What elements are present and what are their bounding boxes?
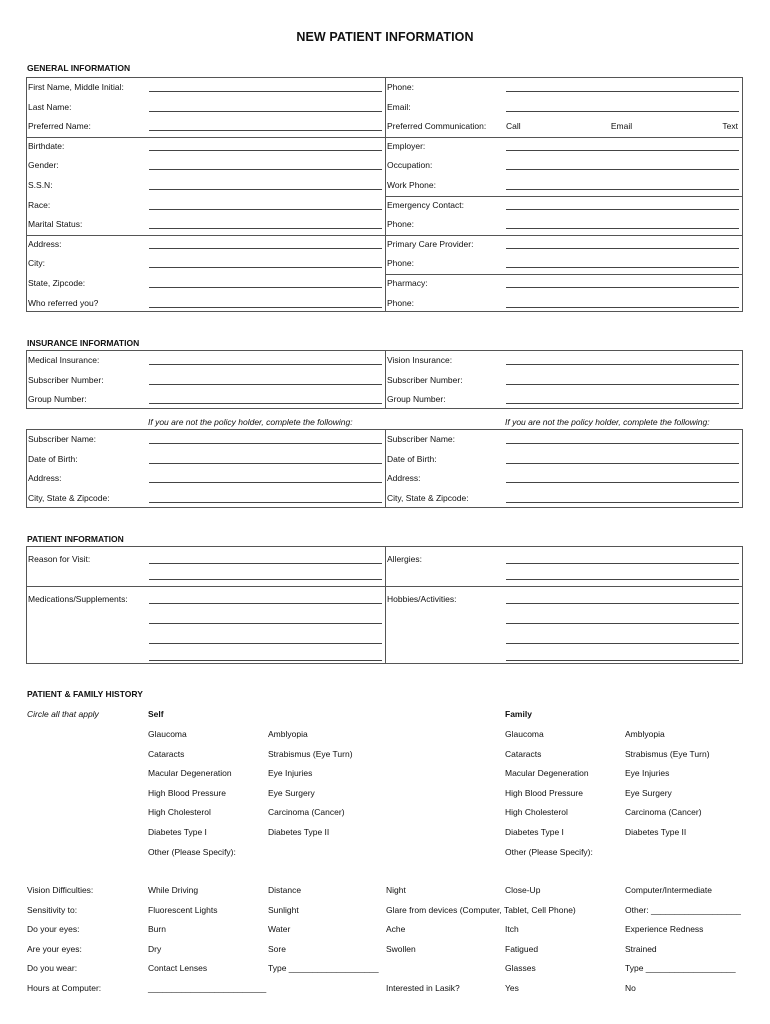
symptom-option[interactable]: Glare from devices (Computer, Tablet, Cell Phone) <box>386 904 576 915</box>
symptom-option[interactable]: No <box>625 983 636 993</box>
field-blank[interactable] <box>149 579 382 580</box>
history-option-self[interactable]: Strabismus (Eye Turn) <box>268 748 353 759</box>
field-label: Subscriber Name: <box>387 434 456 444</box>
field-label: Subscriber Number: <box>28 374 104 385</box>
section-heading-history: PATIENT & FAMILY HISTORY <box>27 689 143 699</box>
row-divider <box>27 235 385 236</box>
symptom-option[interactable]: Sore <box>268 943 286 954</box>
row-divider <box>27 586 742 587</box>
field-blank[interactable] <box>149 307 382 308</box>
symptom-option[interactable]: Contact Lenses <box>148 963 208 974</box>
history-option-family[interactable]: Diabetes Type II <box>625 827 687 837</box>
field-blank[interactable] <box>149 643 382 644</box>
field-blank[interactable] <box>149 502 382 503</box>
symptom-option[interactable]: Type ___________________ <box>268 963 379 974</box>
field-blank[interactable] <box>149 364 382 365</box>
history-option-family[interactable]: Cataracts <box>505 748 542 759</box>
field-label: Address: <box>28 473 62 484</box>
allergies-label: Allergies: <box>387 554 422 564</box>
symptom-option[interactable]: Fluorescent Lights <box>148 904 218 915</box>
history-option-family[interactable]: Eye Surgery <box>625 787 672 798</box>
symptom-option[interactable]: Yes <box>505 983 519 993</box>
history-option-self[interactable]: Diabetes Type II <box>268 827 330 837</box>
row-divider <box>27 137 385 138</box>
reason-for-visit-label: Reason for Visit: <box>28 554 91 564</box>
field-blank[interactable] <box>506 209 739 210</box>
field-label: Address: <box>387 473 421 484</box>
comm-option[interactable]: Call <box>506 121 521 132</box>
history-option-self[interactable]: High Cholesterol <box>148 807 211 818</box>
symptom-option[interactable]: Swollen <box>386 943 416 954</box>
history-option-self[interactable]: Diabetes Type I <box>148 827 207 837</box>
history-option-family[interactable]: Strabismus (Eye Turn) <box>625 748 710 759</box>
field-blank[interactable] <box>506 307 739 308</box>
field-label: S.S.N: <box>28 180 53 190</box>
history-option-family[interactable]: High Cholesterol <box>505 807 568 818</box>
field-label: Email: <box>387 101 411 112</box>
row-divider <box>385 196 742 197</box>
history-option-self[interactable]: High Blood Pressure <box>148 787 226 798</box>
symptom-option[interactable]: Fatigued <box>505 943 539 954</box>
form-title: NEW PATIENT INFORMATION <box>296 30 474 44</box>
comm-option[interactable]: Email <box>610 121 633 132</box>
circle-all-note: Circle all that apply <box>27 709 99 719</box>
field-blank[interactable] <box>506 579 739 580</box>
field-blank[interactable] <box>506 267 739 268</box>
field-label: Race: <box>28 199 51 210</box>
history-option-self[interactable]: Eye Surgery <box>268 787 315 798</box>
field-label: Subscriber Name: <box>28 434 97 444</box>
field-label: City, State & Zipcode: <box>387 492 469 503</box>
field-label: Emergency Contact: <box>387 199 465 210</box>
field-label: Subscriber Number: <box>387 374 463 385</box>
symptom-option[interactable]: Dry <box>148 943 162 954</box>
field-blank[interactable] <box>149 623 382 624</box>
history-option-self[interactable]: Glaucoma <box>148 729 187 739</box>
section-heading-insurance: INSURANCE INFORMATION <box>27 338 140 348</box>
symptom-option[interactable]: Water <box>268 924 291 935</box>
field-blank[interactable] <box>149 169 382 170</box>
field-label: Date of Birth: <box>387 453 437 464</box>
field-label: Medical Insurance: <box>28 355 100 365</box>
field-blank[interactable] <box>149 482 382 483</box>
field-blank[interactable] <box>149 130 382 131</box>
family-heading: Family <box>505 709 532 719</box>
field-blank[interactable] <box>506 91 739 92</box>
field-blank[interactable] <box>149 403 382 404</box>
insurance-grid-bottom <box>26 429 743 508</box>
history-option-self[interactable]: Other (Please Specify): <box>148 846 236 857</box>
field-label: Group Number: <box>387 394 446 405</box>
policy-holder-note-right: If you are not the policy holder, complete the following: <box>505 417 710 427</box>
field-blank[interactable] <box>149 267 382 268</box>
field-label: Primary Care Provider: <box>387 238 474 249</box>
symptom-option[interactable]: Night <box>386 885 406 895</box>
row-divider <box>385 137 742 138</box>
comm-option[interactable]: Text <box>722 121 738 132</box>
symptom-option[interactable]: Other: ___________________ <box>625 904 741 915</box>
field-blank[interactable] <box>506 150 739 151</box>
symptom-option[interactable]: Experience Redness <box>625 924 704 935</box>
field-blank[interactable] <box>506 228 739 229</box>
history-option-family[interactable]: Other (Please Specify): <box>505 846 593 857</box>
field-label: Phone: <box>387 258 414 269</box>
field-blank[interactable] <box>506 502 739 503</box>
field-label: Preferred Name: <box>28 121 91 132</box>
field-label: Occupation: <box>387 160 433 171</box>
field-label: Work Phone: <box>387 180 436 190</box>
policy-holder-note-left: If you are not the policy holder, complete the following: <box>148 417 353 427</box>
field-blank[interactable] <box>149 603 382 604</box>
row-divider <box>385 274 742 275</box>
history-option-family[interactable]: High Blood Pressure <box>505 787 583 798</box>
field-label: Vision Insurance: <box>387 355 453 365</box>
field-label: Phone: <box>387 82 414 92</box>
symptom-question-label: Hours at Computer: <box>27 983 102 993</box>
field-blank[interactable] <box>149 209 382 210</box>
symptom-question-label: Do your eyes: <box>27 924 80 935</box>
field-blank[interactable] <box>149 660 382 661</box>
field-blank[interactable] <box>506 111 739 112</box>
history-option-self[interactable]: Macular Degeneration <box>148 768 232 779</box>
patient-information-grid <box>26 546 743 664</box>
field-blank[interactable] <box>149 563 382 564</box>
field-label: Preferred Communication: <box>387 121 487 132</box>
symptom-option[interactable]: Itch <box>505 924 519 935</box>
field-label: City, State & Zipcode: <box>28 492 110 503</box>
symptom-option[interactable]: Sunlight <box>268 904 299 915</box>
field-label: First Name, Middle Initial: <box>28 82 124 92</box>
field-blank[interactable] <box>149 443 382 444</box>
field-label: Pharmacy: <box>387 278 428 288</box>
field-blank[interactable] <box>149 150 382 151</box>
symptom-question-label: Are your eyes: <box>27 943 82 954</box>
column-divider <box>385 351 386 408</box>
field-label: City: <box>28 258 45 269</box>
field-label: Address: <box>28 238 62 249</box>
field-blank[interactable] <box>149 189 382 190</box>
field-label: Phone: <box>387 219 414 230</box>
field-blank[interactable] <box>149 111 382 112</box>
row-divider <box>385 235 742 236</box>
self-heading: Self <box>148 709 164 719</box>
symptom-option[interactable]: While Driving <box>148 885 199 895</box>
field-label: Marital Status: <box>28 219 83 230</box>
history-option-family[interactable]: Macular Degeneration <box>505 768 589 779</box>
field-blank[interactable] <box>506 482 739 483</box>
column-divider <box>385 547 386 663</box>
history-option-family[interactable]: Glaucoma <box>505 729 544 739</box>
section-heading-general: GENERAL INFORMATION <box>27 63 131 73</box>
field-label: Group Number: <box>28 394 87 405</box>
column-divider <box>385 430 386 507</box>
field-blank[interactable] <box>506 169 739 170</box>
field-blank[interactable] <box>149 463 382 464</box>
symptom-option[interactable]: Interested in Lasik? <box>386 983 460 993</box>
symptom-question-label: Sensitivity to: <box>27 904 78 915</box>
field-blank[interactable] <box>149 228 382 229</box>
field-blank[interactable] <box>506 643 739 644</box>
field-blank[interactable] <box>506 603 739 604</box>
history-option-self[interactable]: Carcinoma (Cancer) <box>268 807 345 818</box>
field-label: Birthdate: <box>28 140 65 151</box>
field-blank[interactable] <box>149 287 382 288</box>
field-label: Phone: <box>387 297 414 308</box>
preferred-communication-options[interactable] <box>506 121 738 131</box>
field-blank[interactable] <box>506 443 739 444</box>
field-label: Last Name: <box>28 101 72 112</box>
field-blank[interactable] <box>149 91 382 92</box>
field-blank[interactable] <box>506 403 739 404</box>
symptom-option[interactable]: _________________________ <box>148 983 267 993</box>
field-blank[interactable] <box>506 563 739 564</box>
history-option-family[interactable]: Eye Injuries <box>625 768 670 779</box>
general-information-grid <box>26 77 743 312</box>
history-option-self[interactable]: Eye Injuries <box>268 768 313 779</box>
field-blank[interactable] <box>506 189 739 190</box>
field-label: State, Zipcode: <box>28 278 86 288</box>
field-blank[interactable] <box>149 248 382 249</box>
history-option-family[interactable]: Carcinoma (Cancer) <box>625 807 702 818</box>
column-divider <box>385 78 386 311</box>
field-blank[interactable] <box>506 287 739 288</box>
symptom-option[interactable]: Computer/Intermediate <box>625 885 712 895</box>
symptom-option[interactable]: Strained <box>625 943 657 954</box>
hobbies-label: Hobbies/Activities: <box>387 594 457 604</box>
field-blank[interactable] <box>506 660 739 661</box>
symptom-question-label: Vision Difficulties: <box>27 885 94 895</box>
field-blank[interactable] <box>506 463 739 464</box>
symptom-question-label: Do you wear: <box>27 963 78 974</box>
symptom-option[interactable]: Type ___________________ <box>625 963 736 974</box>
symptom-option[interactable]: Burn <box>148 924 166 935</box>
symptom-option[interactable]: Ache <box>386 924 406 935</box>
field-label: Date of Birth: <box>28 453 78 464</box>
field-blank[interactable] <box>506 384 739 385</box>
symptom-option[interactable]: Glasses <box>505 963 536 974</box>
field-label: Employer: <box>387 140 426 151</box>
field-blank[interactable] <box>149 384 382 385</box>
field-blank[interactable] <box>506 623 739 624</box>
history-option-family[interactable]: Amblyopia <box>625 729 665 739</box>
history-option-self[interactable]: Amblyopia <box>268 729 308 739</box>
field-label: Gender: <box>28 160 59 171</box>
field-label: Who referred you? <box>28 297 99 308</box>
symptom-option[interactable]: Distance <box>268 885 302 895</box>
insurance-grid-top <box>26 350 743 409</box>
symptom-option[interactable]: Close-Up <box>505 885 541 895</box>
history-option-self[interactable]: Cataracts <box>148 748 185 759</box>
history-option-family[interactable]: Diabetes Type I <box>505 827 564 837</box>
field-blank[interactable] <box>506 364 739 365</box>
section-heading-patient: PATIENT INFORMATION <box>27 534 124 544</box>
field-blank[interactable] <box>506 248 739 249</box>
medications-label: Medications/Supplements: <box>28 594 128 604</box>
